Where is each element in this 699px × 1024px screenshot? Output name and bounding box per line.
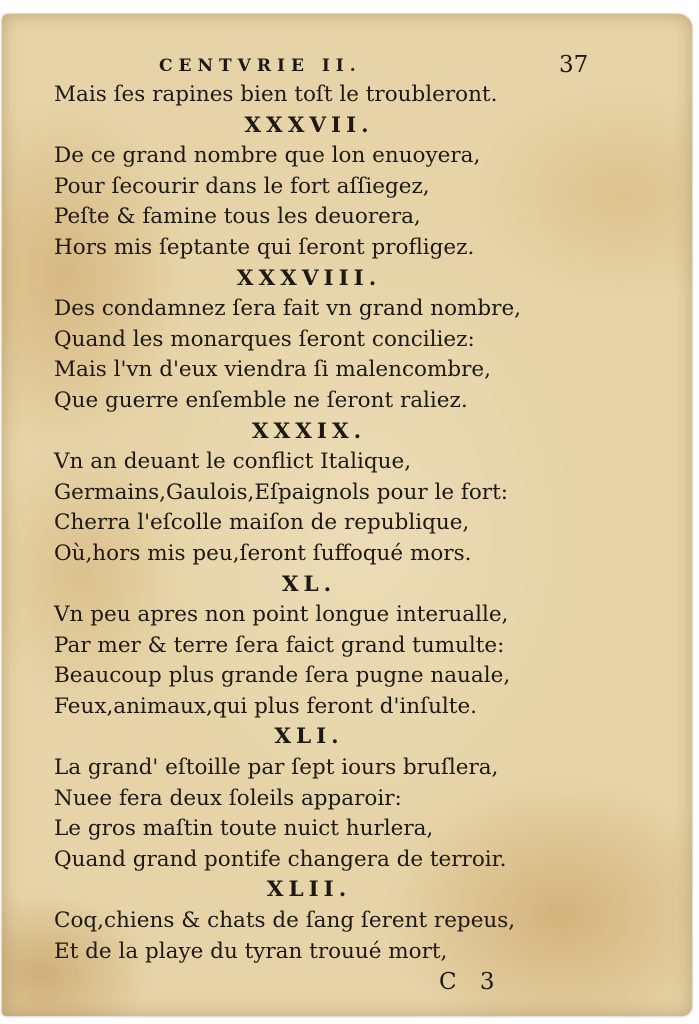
page-header — [54, 54, 654, 80]
verse-line: Mais ſes rapines bien toſt le troubleront. — [54, 82, 498, 107]
page-number: 37 — [559, 52, 589, 78]
verse-line: Cherra l'eſcolle maiſon de republique, — [54, 510, 470, 536]
verse-line: Pour ſecourir dans le fort aſſiegez, — [54, 173, 430, 199]
page-text — [54, 54, 654, 1001]
verse-line: Peſte & famine tous les deuorera, — [54, 204, 421, 230]
verse-line: De ce grand nombre que lon enuoyera, — [54, 143, 481, 169]
quatrain-number: XXXVIII. — [236, 265, 382, 291]
quatrain-number: XL. — [281, 571, 337, 597]
verse-line: Vn an deuant le conflict Italique, — [54, 449, 412, 475]
verse-line: Où,hors mis peu,ſeront ſuffoqué mors. — [54, 540, 472, 566]
page-footer — [54, 967, 654, 1001]
signature-mark: C 3 — [439, 969, 503, 996]
quatrain-number: XXXVII. — [244, 112, 374, 138]
verse-line: Par mer & terre ſera faict grand tumulte: — [54, 632, 505, 658]
verse-line: Quand grand pontife changera de terroir. — [54, 846, 507, 872]
quatrain-number: XLII. — [266, 877, 352, 903]
book-page — [2, 14, 692, 1016]
verse-line: Vn peu apres non point longue interualle, — [54, 602, 509, 628]
verse-line: Des condamnez ſera fait vn grand nombre, — [54, 296, 522, 322]
verse-line: Feux,animaux,qui plus feront d'inſulte. — [54, 693, 477, 719]
verse-line: Et de la playe du tyran trouué mort, — [54, 938, 448, 964]
verse-line: Mais l'vn d'eux viendra ſi malencombre, — [54, 357, 491, 383]
verse-line: Quand les monarques ſeront conciliez: — [54, 326, 475, 352]
verse-line: Germains,Gaulois,Eſpaignols pour le fort: — [54, 479, 508, 505]
quatrain-number: XXXIX. — [251, 418, 367, 444]
verse-line: Le gros maſtin toute nuict hurlera, — [54, 816, 434, 842]
verse-line: Beaucoup plus grande ſera pugne nauale, — [54, 663, 511, 689]
verse-line: Coq,chiens & chats de ſang ſerent repeus, — [54, 908, 516, 934]
quatrain-number: XLI. — [274, 724, 344, 750]
verse-line: Nuee fera deux ſoleils apparoir: — [54, 785, 402, 811]
verse-line: Hors mis ſeptante qui ſeront profligez. — [54, 234, 475, 260]
quatrain-lines — [54, 80, 654, 967]
verse-line: La grand' eſtoille par ſept iours bruſlera, — [54, 755, 499, 781]
verse-line: Que guerre enſemble ne ſeront raliez. — [54, 387, 468, 413]
running-head: CENTVRIE II. — [159, 56, 362, 76]
